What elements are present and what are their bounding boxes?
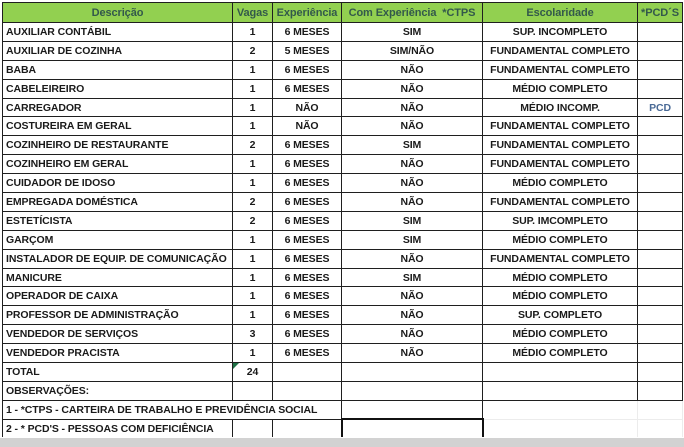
cell-com_experiencia_ctps[interactable]: NÃO xyxy=(342,344,483,363)
cell-empty[interactable] xyxy=(233,381,273,400)
cell-descricao[interactable]: BABA xyxy=(3,60,233,79)
cell-descricao[interactable]: AUXILIAR DE COZINHA xyxy=(3,41,233,60)
cell-experiencia[interactable]: 6 MESES xyxy=(273,79,342,98)
cell-vagas[interactable]: 1 xyxy=(233,306,273,325)
cell-empty[interactable] xyxy=(638,363,683,382)
cell-pcds[interactable] xyxy=(638,268,683,287)
cell-com_experiencia_ctps[interactable]: SIM xyxy=(342,136,483,155)
cell-escolaridade[interactable]: MÉDIO COMPLETO xyxy=(483,287,638,306)
cell-empty[interactable] xyxy=(638,381,683,400)
cell-com_experiencia_ctps[interactable]: NÃO xyxy=(342,287,483,306)
cell-escolaridade[interactable]: SUP. COMPLETO xyxy=(483,306,638,325)
cell-com_experiencia_ctps[interactable]: NÃO xyxy=(342,79,483,98)
outside-area xyxy=(0,437,684,447)
cell-descricao[interactable]: EMPREGADA DOMÉSTICA xyxy=(3,193,233,212)
cell-descricao[interactable]: GARÇOM xyxy=(3,230,233,249)
cell-descricao[interactable]: INSTALADOR DE EQUIP. DE COMUNICAÇÃO xyxy=(3,249,233,268)
cell-gridline[interactable] xyxy=(483,400,638,419)
cell-pcds[interactable] xyxy=(638,117,683,136)
cell-pcds[interactable] xyxy=(638,193,683,212)
cell-descricao[interactable]: COZINHEIRO EM GERAL xyxy=(3,155,233,174)
table-row xyxy=(3,230,683,249)
cell-total-label[interactable]: TOTAL xyxy=(3,363,233,382)
table-row xyxy=(3,287,683,306)
total-value-text: 24 xyxy=(246,365,259,378)
cell-descricao[interactable]: MANICURE xyxy=(3,268,233,287)
cell-total-value[interactable] xyxy=(233,363,273,382)
cell-pcds[interactable] xyxy=(638,23,683,42)
header-experiencia[interactable]: Experiência xyxy=(273,3,342,23)
cell-experiencia[interactable]: 6 MESES xyxy=(273,136,342,155)
cell-observacoes-label[interactable]: OBSERVAÇÕES: xyxy=(3,381,233,400)
cell-experiencia[interactable]: 6 MESES xyxy=(273,174,342,193)
cell-pcds[interactable]: PCD xyxy=(638,98,683,117)
cell-com_experiencia_ctps[interactable]: NÃO xyxy=(342,60,483,79)
cell-empty[interactable] xyxy=(342,400,483,419)
header-pcds[interactable]: *PCD´S xyxy=(638,3,683,23)
table-row xyxy=(3,155,683,174)
cell-com_experiencia_ctps[interactable]: NÃO xyxy=(342,325,483,344)
cell-vagas[interactable]: 1 xyxy=(233,23,273,42)
cell-escolaridade[interactable]: FUNDAMENTAL COMPLETO xyxy=(483,249,638,268)
cell-descricao[interactable]: COZINHEIRO DE RESTAURANTE xyxy=(3,136,233,155)
cell-gridline[interactable] xyxy=(483,419,638,438)
cell-escolaridade[interactable]: FUNDAMENTAL COMPLETO xyxy=(483,41,638,60)
table-row xyxy=(3,344,683,363)
table-row xyxy=(3,23,683,42)
cell-escolaridade[interactable]: FUNDAMENTAL COMPLETO xyxy=(483,136,638,155)
cell-com_experiencia_ctps[interactable]: SIM xyxy=(342,230,483,249)
cell-vagas[interactable]: 1 xyxy=(233,155,273,174)
cell-vagas[interactable]: 1 xyxy=(233,79,273,98)
table-row xyxy=(3,98,683,117)
cell-com_experiencia_ctps[interactable]: SIM xyxy=(342,268,483,287)
cell-experiencia[interactable]: 5 MESES xyxy=(273,41,342,60)
table-row xyxy=(3,249,683,268)
selected-cell[interactable] xyxy=(342,419,483,438)
cell-escolaridade[interactable]: MÉDIO COMPLETO xyxy=(483,325,638,344)
cell-empty[interactable] xyxy=(273,363,342,382)
cell-note-ctps[interactable]: 1 - *CTPS - CARTEIRA DE TRABALHO E PREVIDÊNCIA SOCIAL xyxy=(3,400,342,419)
cell-empty[interactable] xyxy=(483,381,638,400)
cell-vagas[interactable]: 1 xyxy=(233,249,273,268)
cell-experiencia[interactable]: 6 MESES xyxy=(273,211,342,230)
cell-com_experiencia_ctps[interactable]: NÃO xyxy=(342,155,483,174)
cell-descricao[interactable]: VENDEDOR PRACISTA xyxy=(3,344,233,363)
cell-vagas[interactable]: 2 xyxy=(233,41,273,60)
cell-experiencia[interactable]: 6 MESES xyxy=(273,155,342,174)
cell-vagas[interactable]: 1 xyxy=(233,60,273,79)
cell-pcds[interactable] xyxy=(638,287,683,306)
table-row xyxy=(3,60,683,79)
cell-escolaridade[interactable]: SUP. INCOMPLETO xyxy=(483,23,638,42)
note-row-pcds xyxy=(3,419,683,438)
header-com_experiencia_ctps[interactable]: Com Experiência *CTPS xyxy=(342,3,483,23)
table-row xyxy=(3,306,683,325)
header-vagas[interactable]: Vagas xyxy=(233,3,273,23)
cell-com_experiencia_ctps[interactable]: NÃO xyxy=(342,193,483,212)
cell-experiencia[interactable]: NÃO xyxy=(273,98,342,117)
cell-escolaridade[interactable]: MÉDIO COMPLETO xyxy=(483,174,638,193)
cell-vagas[interactable]: 3 xyxy=(233,325,273,344)
cell-experiencia[interactable]: 6 MESES xyxy=(273,344,342,363)
cell-experiencia[interactable]: 6 MESES xyxy=(273,230,342,249)
cell-descricao[interactable]: CUIDADOR DE IDOSO xyxy=(3,174,233,193)
cell-vagas[interactable]: 1 xyxy=(233,344,273,363)
cell-escolaridade[interactable]: SUP. IMCOMPLETO xyxy=(483,211,638,230)
cell-pcds[interactable] xyxy=(638,174,683,193)
cell-experiencia[interactable]: 6 MESES xyxy=(273,193,342,212)
cell-pcds[interactable] xyxy=(638,344,683,363)
cell-com_experiencia_ctps[interactable]: SIM xyxy=(342,23,483,42)
cell-vagas[interactable]: 1 xyxy=(233,268,273,287)
cell-com_experiencia_ctps[interactable]: SIM xyxy=(342,211,483,230)
cell-vagas[interactable]: 2 xyxy=(233,211,273,230)
total-row xyxy=(3,363,683,382)
cell-vagas[interactable]: 1 xyxy=(233,287,273,306)
cell-experiencia[interactable]: 6 MESES xyxy=(273,23,342,42)
cell-escolaridade[interactable]: MÉDIO COMPLETO xyxy=(483,344,638,363)
cell-escolaridade[interactable]: MÉDIO INCOMP. xyxy=(483,98,638,117)
cell-com_experiencia_ctps[interactable]: NÃO xyxy=(342,174,483,193)
cell-vagas[interactable]: 1 xyxy=(233,98,273,117)
cell-empty[interactable] xyxy=(342,363,483,382)
cell-vagas[interactable]: 2 xyxy=(233,136,273,155)
table-row xyxy=(3,325,683,344)
cell-gridline[interactable] xyxy=(638,419,683,438)
cell-empty[interactable] xyxy=(342,381,483,400)
cell-descricao[interactable]: PROFESSOR DE ADMINISTRAÇÃO xyxy=(3,306,233,325)
cell-escolaridade[interactable]: MÉDIO COMPLETO xyxy=(483,268,638,287)
cell-pcds[interactable] xyxy=(638,60,683,79)
cell-experiencia[interactable]: 6 MESES xyxy=(273,268,342,287)
cell-descricao[interactable]: CABELEIREIRO xyxy=(3,79,233,98)
cell-descricao[interactable]: COSTUREIRA EM GERAL xyxy=(3,117,233,136)
cell-empty[interactable] xyxy=(483,363,638,382)
cell-pcds[interactable] xyxy=(638,211,683,230)
table-row xyxy=(3,193,683,212)
table-row xyxy=(3,174,683,193)
cell-pcds[interactable] xyxy=(638,41,683,60)
cell-empty[interactable] xyxy=(233,419,273,438)
header-descricao[interactable]: Descrição xyxy=(3,3,233,23)
cell-com_experiencia_ctps[interactable]: NÃO xyxy=(342,98,483,117)
cell-pcds[interactable] xyxy=(638,155,683,174)
cell-experiencia[interactable]: 6 MESES xyxy=(273,287,342,306)
cell-com_experiencia_ctps[interactable]: NÃO xyxy=(342,249,483,268)
cell-escolaridade[interactable]: FUNDAMENTAL COMPLETO xyxy=(483,193,638,212)
note-row-ctps xyxy=(3,400,683,419)
cell-com_experiencia_ctps[interactable]: SIM/NÃO xyxy=(342,41,483,60)
cell-pcds[interactable] xyxy=(638,79,683,98)
cell-descricao[interactable]: CARREGADOR xyxy=(3,98,233,117)
cell-empty[interactable] xyxy=(273,381,342,400)
cell-escolaridade[interactable]: FUNDAMENTAL COMPLETO xyxy=(483,155,638,174)
table-row xyxy=(3,79,683,98)
cell-escolaridade[interactable]: MÉDIO COMPLETO xyxy=(483,230,638,249)
cell-descricao[interactable]: VENDEDOR DE SERVIÇOS xyxy=(3,325,233,344)
cell-escolaridade[interactable]: FUNDAMENTAL COMPLETO xyxy=(483,60,638,79)
observacoes-row xyxy=(3,381,683,400)
cell-pcds[interactable] xyxy=(638,306,683,325)
header-row xyxy=(3,3,683,23)
cell-pcds[interactable] xyxy=(638,249,683,268)
cell-pcds[interactable] xyxy=(638,136,683,155)
cell-gridline[interactable] xyxy=(638,400,683,419)
cell-descricao[interactable]: AUXILIAR CONTÁBIL xyxy=(3,23,233,42)
cell-experiencia[interactable]: 6 MESES xyxy=(273,249,342,268)
cell-experiencia[interactable]: 6 MESES xyxy=(273,325,342,344)
error-indicator-triangle xyxy=(233,363,239,369)
cell-empty[interactable] xyxy=(273,419,342,438)
jobs-table xyxy=(2,2,683,439)
table-row xyxy=(3,136,683,155)
table-row xyxy=(3,211,683,230)
table-row xyxy=(3,117,683,136)
cell-escolaridade[interactable]: FUNDAMENTAL COMPLETO xyxy=(483,117,638,136)
job-rows xyxy=(3,23,683,363)
cell-pcds[interactable] xyxy=(638,325,683,344)
cell-vagas[interactable]: 1 xyxy=(233,117,273,136)
table-row xyxy=(3,41,683,60)
cell-vagas[interactable]: 1 xyxy=(233,174,273,193)
cell-com_experiencia_ctps[interactable]: NÃO xyxy=(342,306,483,325)
table-row xyxy=(3,268,683,287)
cell-note-pcds[interactable]: 2 - * PCD'S - PESSOAS COM DEFICIÊNCIA xyxy=(3,419,233,438)
cell-com_experiencia_ctps[interactable]: NÃO xyxy=(342,117,483,136)
cell-descricao[interactable]: ESTETÍCISTA xyxy=(3,211,233,230)
cell-escolaridade[interactable]: MÉDIO COMPLETO xyxy=(483,79,638,98)
cell-vagas[interactable]: 2 xyxy=(233,193,273,212)
cell-experiencia[interactable]: 6 MESES xyxy=(273,306,342,325)
cell-experiencia[interactable]: NÃO xyxy=(273,117,342,136)
cell-descricao[interactable]: OPERADOR DE CAIXA xyxy=(3,287,233,306)
header-escolaridade[interactable]: Escolaridade xyxy=(483,3,638,23)
cell-pcds[interactable] xyxy=(638,230,683,249)
cell-experiencia[interactable]: 6 MESES xyxy=(273,60,342,79)
cell-vagas[interactable]: 1 xyxy=(233,230,273,249)
